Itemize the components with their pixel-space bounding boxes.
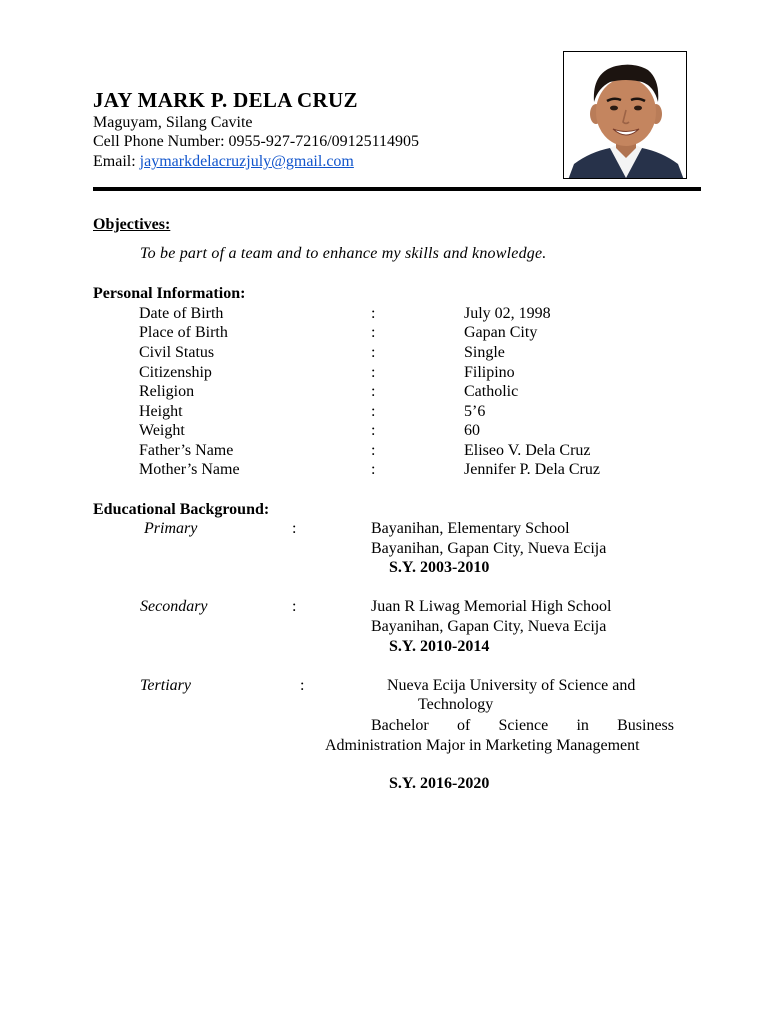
pi-label: Civil Status <box>139 344 215 361</box>
pi-separator: : <box>371 344 376 361</box>
pi-value: Filipino <box>464 364 515 381</box>
edu-school-primary: Bayanihan, Elementary School <box>371 520 570 537</box>
phone-label: Cell Phone Number: <box>93 133 229 150</box>
applicant-name: JAY MARK P. DELA CRUZ <box>93 88 358 112</box>
edu-separator: : <box>292 520 297 537</box>
pi-label: Date of Birth <box>139 305 224 322</box>
applicant-photo <box>563 51 687 179</box>
edu-location-primary: Bayanihan, Gapan City, Nueva Ecija <box>371 540 607 557</box>
edu-sy-tertiary: S.Y. 2016-2020 <box>389 775 490 792</box>
education-heading: Educational Background: <box>93 501 270 518</box>
edu-sy-primary: S.Y. 2003-2010 <box>389 559 490 576</box>
pi-label: Height <box>139 403 183 420</box>
pi-label: Weight <box>139 422 185 439</box>
address-line: Maguyam, Silang Cavite <box>93 114 253 131</box>
phone-number: 0955-927-7216/09125114905 <box>228 133 420 150</box>
pi-label: Place of Birth <box>139 324 228 341</box>
edu-level-secondary: Secondary <box>140 598 208 615</box>
pi-separator: : <box>371 364 376 381</box>
pi-label: Citizenship <box>139 364 212 381</box>
pi-value: Catholic <box>464 383 519 400</box>
edu-location-secondary: Bayanihan, Gapan City, Nueva Ecija <box>371 618 607 635</box>
pi-value: 5’6 <box>464 403 486 420</box>
email-link[interactable]: jaymarkdelacruzjuly@gmail.com <box>139 153 354 170</box>
edu-separator: : <box>292 598 297 615</box>
email-line <box>93 153 354 171</box>
pi-separator: : <box>371 383 376 400</box>
edu-sy-secondary: S.Y. 2010-2014 <box>389 638 490 655</box>
pi-label: Father’s Name <box>139 442 234 459</box>
pi-separator: : <box>371 305 376 322</box>
phone-line <box>93 133 419 151</box>
edu-level-tertiary: Tertiary <box>140 677 191 694</box>
pi-separator: : <box>371 422 376 439</box>
objective-text: To be part of a team and to enhance my skills and knowledge. <box>140 245 547 262</box>
pi-label: Mother’s Name <box>139 461 240 478</box>
pi-separator: : <box>371 324 376 341</box>
objectives-heading: Objectives: <box>93 216 171 233</box>
edu-school-secondary: Juan R Liwag Memorial High School <box>371 598 612 615</box>
personal-info-heading: Personal Information: <box>93 285 246 302</box>
pi-separator: : <box>371 442 376 459</box>
portrait-image <box>564 52 687 179</box>
pi-value: 60 <box>464 422 480 439</box>
pi-separator: : <box>371 461 376 478</box>
edu-course-tertiary: Bachelor of Science in Business Administration Major in Marketing Management <box>325 717 674 754</box>
header-divider <box>93 187 701 191</box>
pi-value: July 02, 1998 <box>464 305 551 322</box>
pi-separator: : <box>371 403 376 420</box>
edu-level-primary: Primary <box>144 520 198 537</box>
pi-value: Single <box>464 344 505 361</box>
pi-value: Eliseo V. Dela Cruz <box>464 442 591 459</box>
email-label: Email: <box>93 153 140 170</box>
edu-school-tertiary-line2: Technology <box>418 696 494 713</box>
edu-school-tertiary-line1: Nueva Ecija University of Science and <box>387 677 636 694</box>
pi-value: Jennifer P. Dela Cruz <box>464 461 600 478</box>
edu-separator: : <box>300 677 305 694</box>
pi-label: Religion <box>139 383 195 400</box>
pi-value: Gapan City <box>464 324 538 341</box>
